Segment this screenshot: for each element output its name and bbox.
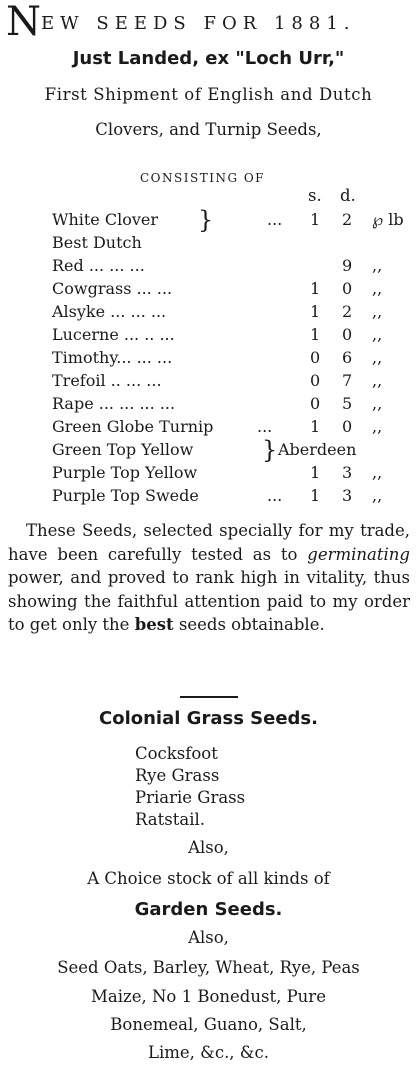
seed-name: Green Top Yellow — [52, 440, 194, 459]
table-row — [52, 463, 412, 486]
headline: Just Landed, ex "Loch Urr," — [72, 48, 345, 69]
grass-item: Ratstail. — [135, 810, 206, 829]
leader-dots: ... — [267, 486, 283, 505]
consisting-label: CONSISTING OF — [140, 171, 266, 185]
price-shillings: 1 — [310, 302, 321, 321]
price-unit: ,, — [372, 463, 383, 482]
leader-dots: ... — [257, 417, 273, 436]
also-1: Also, — [188, 838, 229, 857]
table-row — [52, 325, 412, 348]
price-pence: 3 — [342, 486, 353, 505]
price-shillings: 1 — [310, 463, 321, 482]
seed-name: Red ... ... ... — [52, 256, 145, 275]
price-pence: 2 — [342, 302, 353, 321]
brace-icon: } — [198, 206, 214, 234]
paragraph-bold: best — [134, 615, 174, 634]
table-row — [52, 394, 412, 417]
price-unit: ,, — [372, 394, 383, 413]
price-shillings: 0 — [310, 394, 321, 413]
grass-item: Priarie Grass — [135, 788, 246, 807]
grass-item: Cocksfoot — [135, 744, 218, 763]
price-shillings: 0 — [310, 348, 321, 367]
price-pence: 7 — [342, 371, 353, 390]
price-pence: 9 — [342, 256, 353, 275]
seed-name: Timothy... ... ... — [52, 348, 173, 367]
seed-name: Cowgrass ... ... — [52, 279, 173, 298]
description-paragraph — [8, 519, 410, 637]
products-line-d: Lime, &c., &c. — [148, 1043, 269, 1062]
price-unit: ,, — [372, 279, 383, 298]
price-shillings: 1 — [310, 325, 321, 344]
col-d-header: d. — [340, 186, 356, 205]
table-row — [52, 371, 412, 394]
price-pence: 0 — [342, 325, 353, 344]
price-unit: ,, — [372, 417, 383, 436]
price-unit: ,, — [372, 302, 383, 321]
price-pence: 6 — [342, 348, 353, 367]
title-rest: EW SEEDS FOR 1881. — [41, 13, 356, 34]
brace-icon: } — [262, 436, 278, 464]
seed-name: Alsyke ... ... ... — [52, 302, 167, 321]
table-row — [52, 233, 412, 256]
price-pence: 5 — [342, 394, 353, 413]
table-row — [52, 302, 412, 325]
seed-name: Best Dutch — [52, 233, 142, 252]
paragraph-text: These Seeds, selected specially for my trade, have been carefully tested as to — [8, 521, 410, 564]
intro-line-2: Clovers, and Turnip Seeds, — [95, 120, 322, 139]
table-row — [52, 436, 412, 464]
seed-name: Purple Top Yellow — [52, 463, 198, 482]
col-s-header: s. — [308, 186, 322, 205]
paragraph-text: seeds obtainable. — [173, 615, 325, 634]
products-line-c: Bonemeal, Guano, Salt, — [110, 1015, 307, 1034]
table-row — [52, 256, 412, 279]
seed-name: Green Globe Turnip — [52, 417, 214, 436]
colonial-heading: Colonial Grass Seeds. — [99, 708, 318, 729]
paragraph-text: power, and proved to rank high in vitality, thus showing the faithful attention paid to my order to get only the — [8, 568, 410, 634]
price-shillings: 1 — [310, 210, 321, 229]
products-line-a: Seed Oats, Barley, Wheat, Rye, Peas — [57, 958, 360, 977]
seed-name: Rape ... ... ... ... — [52, 394, 176, 413]
price-shillings: 0 — [310, 371, 321, 390]
table-row — [52, 206, 412, 234]
table-row — [52, 486, 412, 509]
price-pence: 2 — [342, 210, 353, 229]
leader-dots: ... — [267, 210, 283, 229]
also-2: Also, — [188, 928, 229, 947]
intro-line-1: First Shipment of English and Dutch — [44, 85, 373, 104]
price-unit: ,, — [372, 486, 383, 505]
price-unit: ℘ lb — [372, 210, 404, 229]
price-pence: 0 — [342, 279, 353, 298]
section-divider — [180, 696, 238, 698]
price-unit: ,, — [372, 325, 383, 344]
table-row — [52, 348, 412, 371]
price-pence: 0 — [342, 417, 353, 436]
price-unit: ,, — [372, 371, 383, 390]
title-initial: N — [6, 0, 41, 45]
price-unit: ,, — [372, 348, 383, 367]
price-shillings: 1 — [310, 486, 321, 505]
paragraph-italic: germinating — [307, 544, 410, 564]
price-unit: ,, — [372, 256, 383, 275]
seed-name: Trefoil .. ... ... — [52, 371, 162, 390]
seed-name: Lucerne ... .. ... — [52, 325, 175, 344]
price-shillings: 1 — [310, 417, 321, 436]
ad-title — [6, 0, 356, 45]
products-line-b: Maize, No 1 Bonedust, Pure — [91, 987, 326, 1006]
seed-name: Purple Top Swede — [52, 486, 199, 505]
grass-item: Rye Grass — [135, 766, 220, 785]
choice-line: A Choice stock of all kinds of — [87, 869, 330, 888]
seed-name: White Clover — [52, 210, 158, 229]
garden-heading: Garden Seeds. — [134, 899, 283, 920]
table-row — [52, 279, 412, 302]
price-shillings: 1 — [310, 279, 321, 298]
aberdeen-label: Aberdeen — [278, 440, 357, 459]
price-pence: 3 — [342, 463, 353, 482]
table-row — [52, 417, 412, 440]
